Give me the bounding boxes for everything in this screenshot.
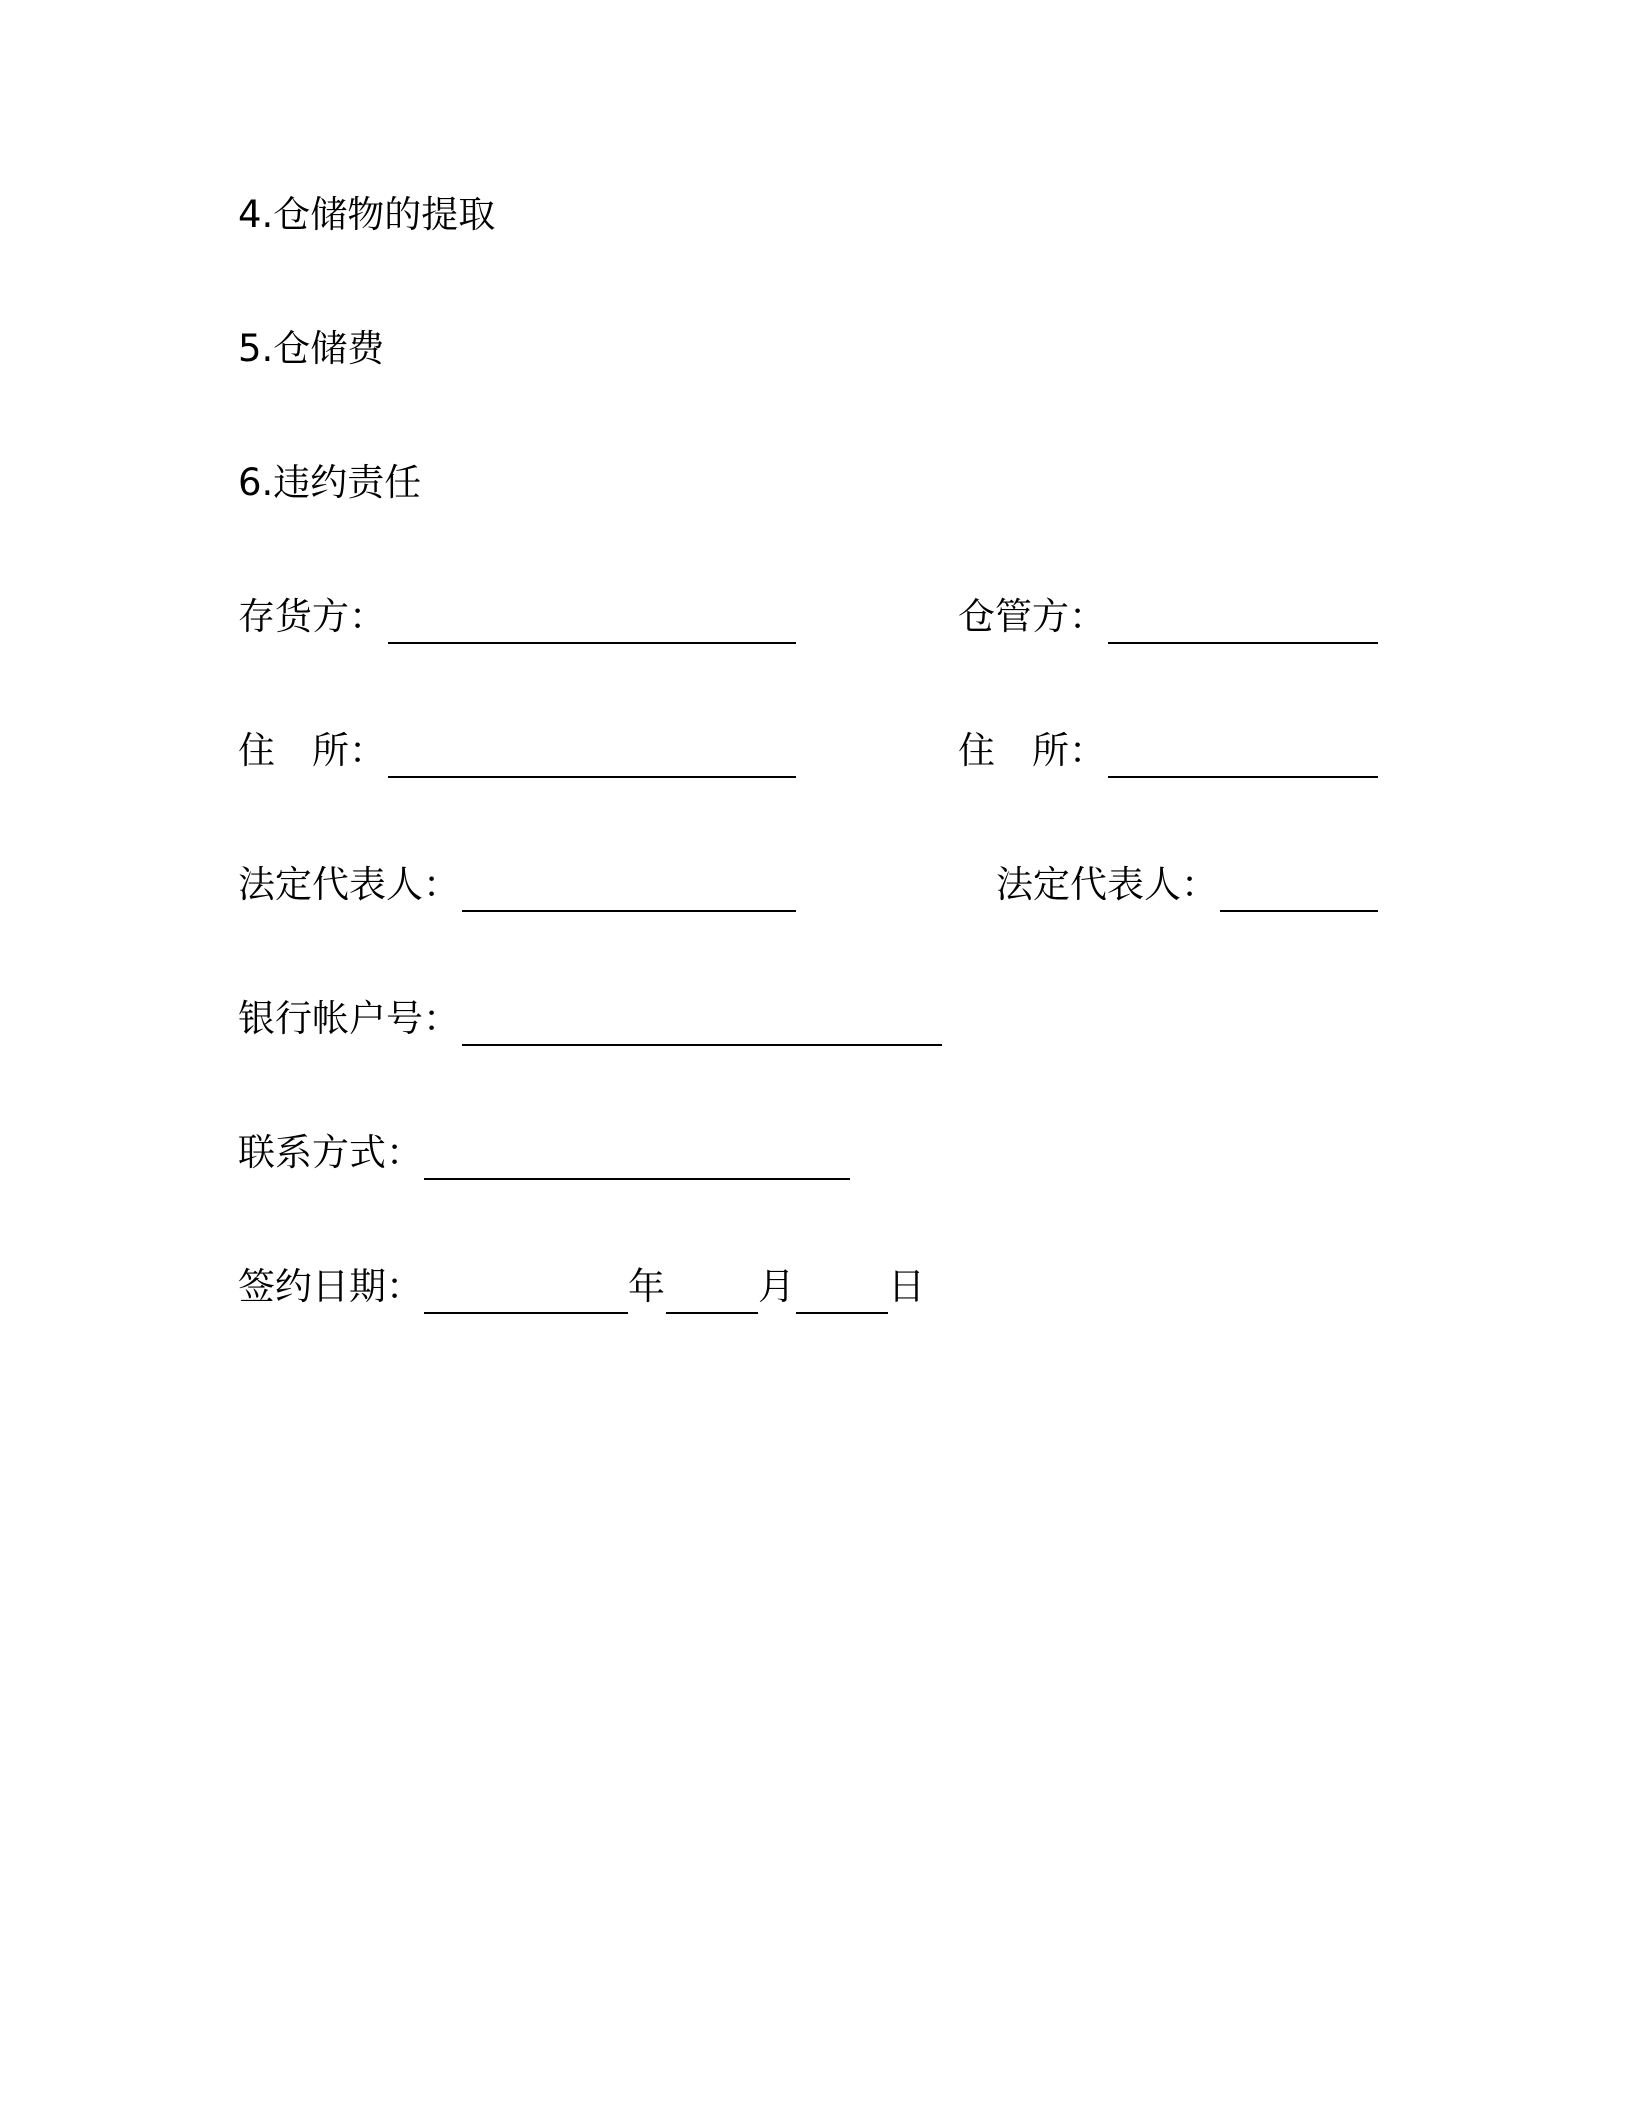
depositor-legal-rep-field[interactable]: [462, 910, 796, 912]
day-label: 日: [888, 1265, 925, 1308]
sign-year-field[interactable]: [424, 1312, 628, 1314]
warehouse-legal-rep-field[interactable]: [1220, 910, 1378, 912]
contact-label: 联系方式：: [238, 1131, 423, 1174]
depositor-address-label: 住 所：: [238, 729, 386, 772]
warehouse-legal-rep-label: 法定代表人：: [996, 863, 1218, 906]
warehouse-field[interactable]: [1108, 642, 1378, 644]
sign-date-label: 签约日期：: [238, 1265, 423, 1308]
depositor-legal-rep-label: 法定代表人：: [238, 863, 460, 906]
section-heading-withdrawal: 4.仓储物的提取: [238, 193, 496, 236]
sign-month-field[interactable]: [666, 1312, 758, 1314]
warehouse-label: 仓管方：: [958, 595, 1106, 638]
section-heading-breach-liability: 6.违约责任: [238, 461, 422, 504]
section-heading-storage-fee: 5.仓储费: [238, 327, 385, 370]
year-label: 年: [628, 1265, 665, 1308]
sign-day-field[interactable]: [796, 1312, 888, 1314]
bank-account-field[interactable]: [462, 1044, 942, 1046]
depositor-label: 存货方：: [238, 595, 386, 638]
bank-account-label: 银行帐户号：: [238, 997, 460, 1040]
depositor-field[interactable]: [388, 642, 796, 644]
warehouse-address-field[interactable]: [1108, 776, 1378, 778]
depositor-address-field[interactable]: [388, 776, 796, 778]
contact-field[interactable]: [424, 1178, 850, 1180]
warehouse-address-label: 住 所：: [958, 729, 1106, 772]
month-label: 月: [758, 1265, 795, 1308]
